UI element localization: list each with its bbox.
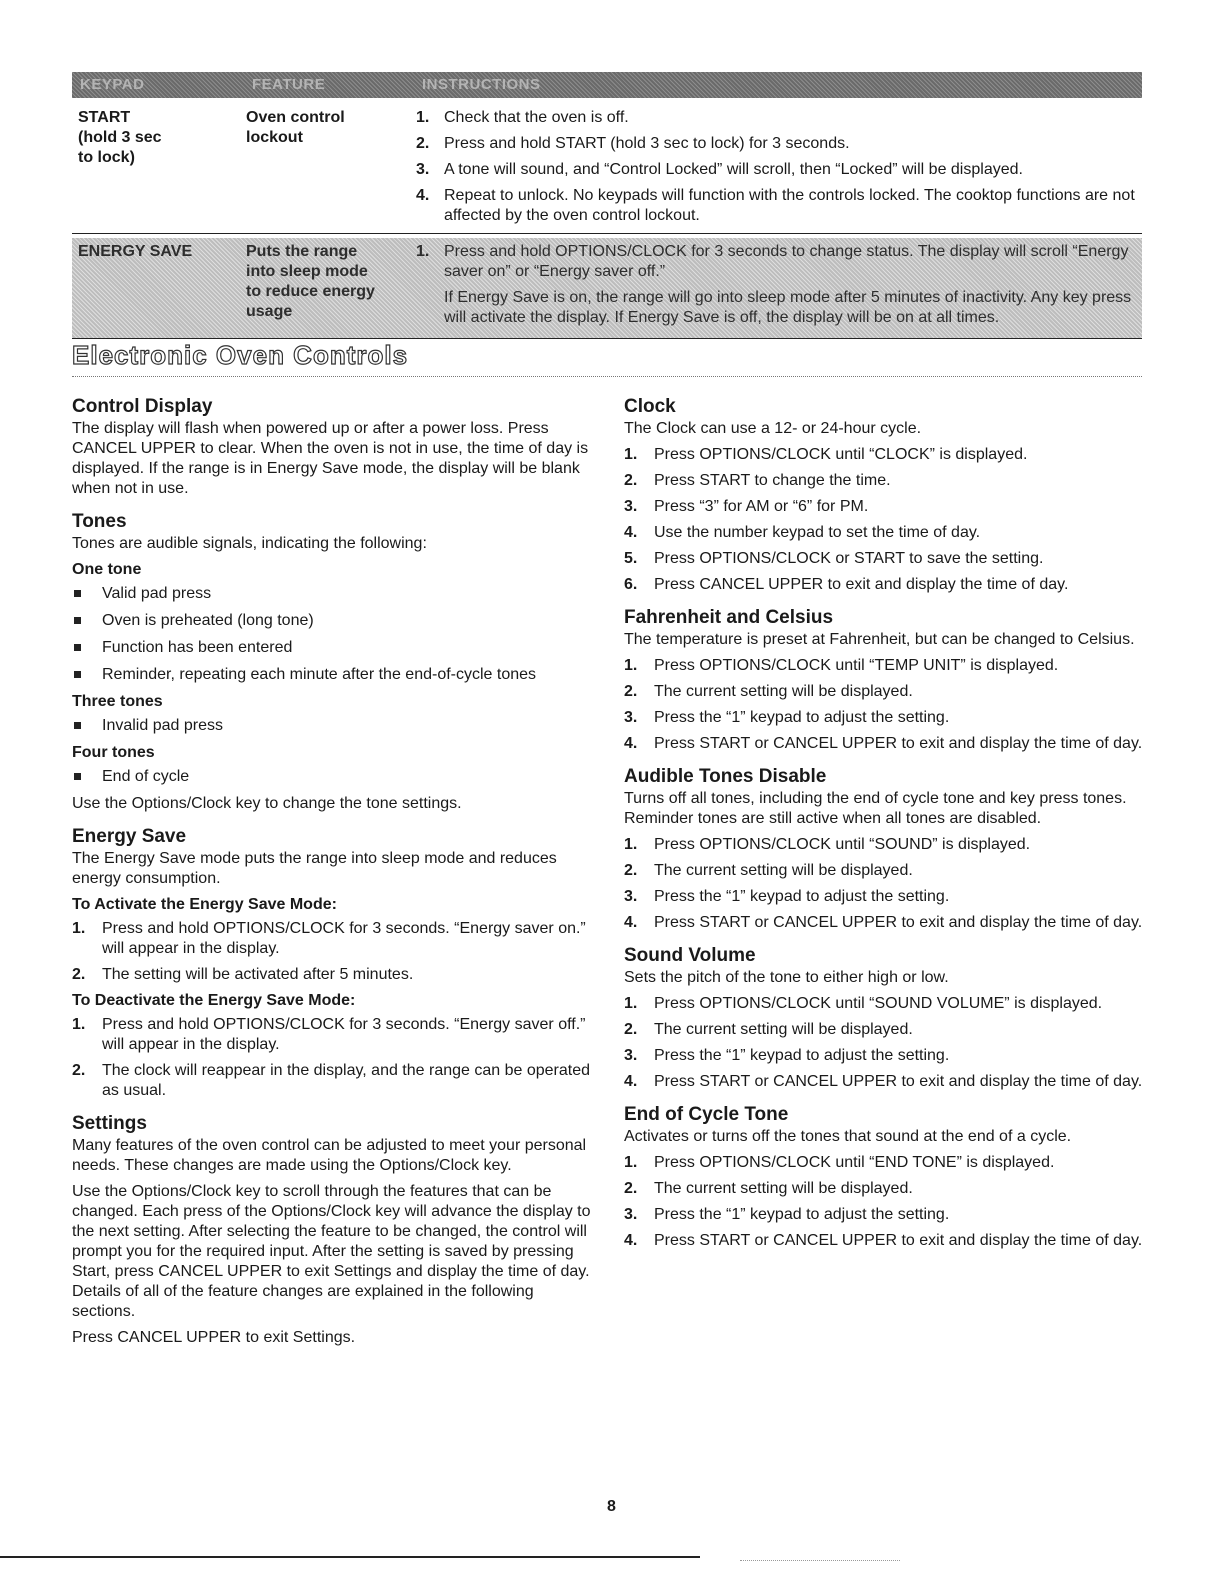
step-number: 1. [624,836,638,853]
step-number: 2. [416,135,430,152]
feature-line: lockout [246,129,303,146]
volume-heading: Sound Volume [624,945,756,966]
three-tones-list [72,716,592,736]
step-text: Repeat to unlock. No keypads will function with the controls locked. The cooktop functions are not affected by the oven control lockout. [444,187,1135,224]
step-text: The setting will be activated after 5 minutes. [102,966,414,983]
instructions-cell [416,242,1142,334]
step-item [72,1015,592,1055]
step-text: Press OPTIONS/CLOCK until “SOUND VOLUME” is displayed. [654,995,1103,1012]
feature-line: Puts the range [246,243,358,260]
step-text: Press OPTIONS/CLOCK or START to save the setting. [654,550,1044,567]
step-number: 2. [624,472,638,489]
step-text: Use the number keypad to set the time of day. [654,524,981,541]
step-item [624,734,1144,754]
step-item [624,471,1144,491]
one-tone-list [72,584,592,685]
settings-text: Press CANCEL UPPER to exit Settings. [72,1329,356,1346]
step-number: 3. [416,161,430,178]
step-text: Press START or CANCEL UPPER to exit and display the time of day. [654,1232,1143,1249]
keypad-cell [78,242,238,262]
step-number: 2. [72,966,86,983]
page-number: 8 [607,1498,616,1515]
settings-text: Many features of the oven control can be adjusted to meet your personal needs. These changes are made using the Options/Clock key. [72,1137,587,1174]
step-number: 4. [624,524,638,541]
energy-save-text: The Energy Save mode puts the range into sleep mode and reduces energy consumption. [72,850,557,887]
step-number: 1. [72,920,86,937]
step-number: 1. [624,995,638,1012]
step-item [416,186,1142,226]
control-display-heading: Control Display [72,396,213,417]
step-number: 2. [624,862,638,879]
energy-save-heading: Energy Save [72,826,187,847]
one-tone-heading: One tone [72,561,142,578]
clock-steps [624,445,1144,595]
keypad-line: to lock) [78,149,135,166]
step-text: The current setting will be displayed. [654,1021,913,1038]
step-text: Press and hold OPTIONS/CLOCK for 3 seconds to change status. The display will scroll “Energy saver on” or “Energy saver off.” [444,243,1129,280]
step-number: 1. [624,657,638,674]
step-number: 1. [624,446,638,463]
step-item [624,1020,1144,1040]
step-item [624,1179,1144,1199]
audible-text: Turns off all tones, including the end of cycle tone and key press tones. Reminder tones are still active when all tones are disabled. [624,790,1127,827]
step-item [624,861,1144,881]
step-text: Press OPTIONS/CLOCK until “TEMP UNIT” is displayed. [654,657,1059,674]
step-text: Press and hold START (hold 3 sec to lock) for 3 seconds. [444,135,850,152]
right-column [624,396,1144,1257]
step-text: Press START or CANCEL UPPER to exit and display the time of day. [654,735,1143,752]
step-item [624,1231,1144,1251]
header-feature: FEATURE [252,76,326,93]
step-number: 6. [624,576,638,593]
step-text: Press START or CANCEL UPPER to exit and display the time of day. [654,1073,1143,1090]
step-item [624,1205,1144,1225]
step-item [624,656,1144,676]
deactivate-steps [72,1015,592,1101]
four-tones-heading: Four tones [72,744,155,761]
table-divider [72,233,1142,234]
step-number: 2. [624,1021,638,1038]
clock-text: The Clock can use a 12- or 24-hour cycle. [624,420,922,437]
step-item [624,523,1144,543]
three-tones-heading: Three tones [72,693,163,710]
tones-heading: Tones [72,511,127,532]
list-item: Reminder, repeating each minute after the end-of-cycle tones [72,665,592,685]
step-item [624,1153,1144,1173]
feature-line: Oven control [246,109,345,126]
feature-cell [246,242,406,322]
step-item [416,242,1142,282]
fahrenheit-heading: Fahrenheit and Celsius [624,607,834,628]
step-number: 3. [624,709,638,726]
fahrenheit-steps [624,656,1144,754]
step-number: 4. [416,187,430,204]
step-text: Press and hold OPTIONS/CLOCK for 3 seconds. “Energy saver off.” will appear in the display. [102,1016,586,1053]
step-item [416,108,1142,128]
audible-steps [624,835,1144,933]
header-instructions: INSTRUCTIONS [422,76,541,93]
fahrenheit-text: The temperature is preset at Fahrenheit, but can be changed to Celsius. [624,631,1135,648]
step-number: 1. [416,109,430,126]
step-item [624,887,1144,907]
step-text: Press the “1” keypad to adjust the setting. [654,888,950,905]
step-item [624,708,1144,728]
step-number: 4. [624,1232,638,1249]
feature-line: into sleep mode [246,263,368,280]
step-text: Press the “1” keypad to adjust the setting. [654,1047,950,1064]
step-text: Press “3” for AM or “6” for PM. [654,498,869,515]
step-item [624,994,1144,1014]
list-item: End of cycle [72,767,592,787]
step-text: Press CANCEL UPPER to exit and display the time of day. [654,576,1069,593]
activate-heading: To Activate the Energy Save Mode: [72,896,337,913]
section-divider [72,376,1142,377]
step-number: 4. [624,1073,638,1090]
step-item [72,965,592,985]
step-item [624,497,1144,517]
step-item [624,835,1144,855]
step-number: 1. [624,1154,638,1171]
table-header [72,72,1142,98]
feature-line: usage [246,303,293,320]
keypad-line: ENERGY SAVE [78,243,193,260]
step-number: 2. [624,683,638,700]
step-text: Press OPTIONS/CLOCK until “END TONE” is displayed. [654,1154,1055,1171]
step-text: Press the “1” keypad to adjust the setting. [654,1206,950,1223]
list-item: Function has been entered [72,638,592,658]
end-cycle-heading: End of Cycle Tone [624,1104,789,1125]
step-item [416,160,1142,180]
list-item: Invalid pad press [72,716,592,736]
step-number: 2. [72,1062,86,1079]
list-item: Valid pad press [72,584,592,604]
step-text: Check that the oven is off. [444,109,629,126]
step-number: 1. [416,243,430,260]
control-display-text: The display will flash when powered up or after a power loss. Press CANCEL UPPER to clear. When the oven is not in use, the time of day is displayed. If the range is in Energy Save mode, the display will be blank when not in use. [72,420,589,497]
step-item [416,288,1142,328]
step-item [624,549,1144,569]
feature-line: to reduce energy [246,283,375,300]
step-text: Press OPTIONS/CLOCK until “CLOCK” is displayed. [654,446,1028,463]
step-item [624,1072,1144,1092]
step-item [624,1046,1144,1066]
keypad-line: (hold 3 sec [78,129,162,146]
step-number: 2. [624,1180,638,1197]
table-row-energy-save [72,238,1142,338]
step-text: The current setting will be displayed. [654,1180,913,1197]
step-text: A tone will sound, and “Control Locked” will scroll, then “Locked” will be displayed. [444,161,1023,178]
end-cycle-steps [624,1153,1144,1251]
step-number: 4. [624,914,638,931]
step-number: 3. [624,888,638,905]
list-item: Oven is preheated (long tone) [72,611,592,631]
step-text: Press the “1” keypad to adjust the setting. [654,709,950,726]
step-number: 5. [624,550,638,567]
end-cycle-text: Activates or turns off the tones that sound at the end of a cycle. [624,1128,1072,1145]
instructions-cell [416,108,1142,232]
keypad-line: START [78,109,131,126]
left-column [72,396,592,1354]
step-text: Press START to change the time. [654,472,891,489]
footer-rule [0,1556,700,1558]
step-text: Press OPTIONS/CLOCK until “SOUND” is displayed. [654,836,1031,853]
step-text: Press START or CANCEL UPPER to exit and display the time of day. [654,914,1143,931]
settings-text: Use the Options/Clock key to scroll through the features that can be changed. Each press of the Options/Clock key will advance the display to the next setting. After selecting the feature to be changed, the control will prompt you for the required input. After the setting is saved by pressing Start, press CANCEL UPPER to exit Settings and display the time of day. Details of all of the feature changes are explained in the following sections. [72,1183,591,1320]
section-title: Electronic Oven Controls [72,340,409,370]
step-text: The current setting will be displayed. [654,683,913,700]
tones-outro: Use the Options/Clock key to change the tone settings. [72,795,462,812]
step-item [624,682,1144,702]
table-row-start [72,108,1142,230]
step-number: 4. [624,735,638,752]
activate-steps [72,919,592,985]
step-number: 1. [72,1016,86,1033]
step-number: 3. [624,498,638,515]
step-text: The current setting will be displayed. [654,862,913,879]
four-tones-list [72,767,592,787]
step-number: 3. [624,1206,638,1223]
step-text: If Energy Save is on, the range will go into sleep mode after 5 minutes of inactivity. Any key press will activate the display. If Energy Save is off, the display will be on at all times. [444,289,1132,326]
volume-text: Sets the pitch of the tone to either high or low. [624,969,949,986]
step-item [624,445,1144,465]
step-text: Press and hold OPTIONS/CLOCK for 3 seconds. “Energy saver on.” will appear in the display. [102,920,586,957]
footer-dots [740,1560,900,1561]
step-item [416,134,1142,154]
step-number: 3. [624,1047,638,1064]
audible-heading: Audible Tones Disable [624,766,827,787]
step-item [624,913,1144,933]
header-keypad: KEYPAD [80,76,145,93]
keypad-cell [78,108,238,168]
deactivate-heading: To Deactivate the Energy Save Mode: [72,992,356,1009]
step-item [72,1061,592,1101]
table-bottom-rule [72,338,1142,339]
feature-cell [246,108,406,148]
step-item [624,575,1144,595]
clock-heading: Clock [624,396,676,417]
step-item [72,919,592,959]
tones-intro: Tones are audible signals, indicating the following: [72,535,427,552]
settings-heading: Settings [72,1113,147,1134]
volume-steps [624,994,1144,1092]
step-text: The clock will reappear in the display, and the range can be operated as usual. [102,1062,591,1099]
